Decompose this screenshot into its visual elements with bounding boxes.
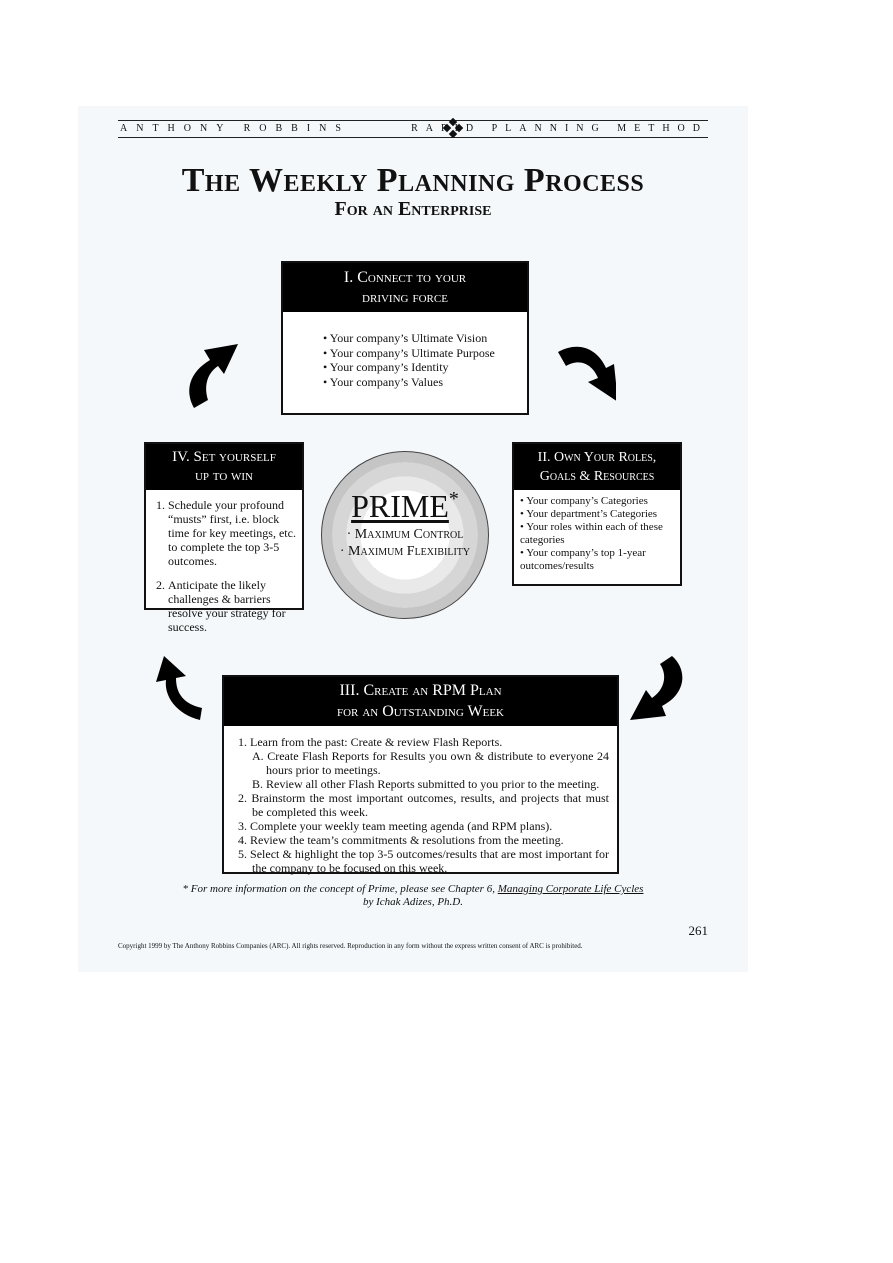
footnote-prefix: * For more information on the concept of Prime, please see Chapter 6, xyxy=(182,883,495,895)
step-2-list xyxy=(514,490,680,573)
step-4-heading-line1: IV. Set yourself xyxy=(172,449,276,465)
list-item: 2. Brainstorm the most important outcomes, results, and projects that must be completed this week. xyxy=(238,791,609,819)
step-3-heading xyxy=(224,677,617,726)
curved-arrow-down-right-icon xyxy=(556,334,616,404)
list-item: 4. Review the team’s commitments & resolutions from the meeting. xyxy=(238,833,564,847)
prime-circle xyxy=(321,451,489,619)
list-item: 3. Complete your weekly team meeting agenda (and RPM plans). xyxy=(238,819,553,833)
page-title: The Weekly Planning Process xyxy=(181,162,645,199)
page-number: 261 xyxy=(688,923,708,938)
step-3-heading-line2: for an Outstanding Week xyxy=(336,703,505,720)
curved-arrow-up-right-icon xyxy=(182,340,242,410)
step-4-list xyxy=(146,490,302,634)
list-item: • Your company’s Values xyxy=(323,374,443,389)
prime-point-1: · Maximum Control xyxy=(346,527,464,542)
list-item: 1. Learn from the past: Create & review Flash Reports. xyxy=(238,735,503,749)
step-2-box xyxy=(512,442,682,586)
curved-arrow-up-left-icon xyxy=(144,654,204,724)
step-4-box xyxy=(144,442,304,634)
prime-label: PRIME xyxy=(351,488,449,524)
footnote-author: by Ichak Adizes, Ph.D. xyxy=(363,896,463,908)
prime-point-2: · Maximum Flexibility xyxy=(339,544,471,559)
step-4-heading xyxy=(146,444,302,490)
list-item: • Your company’s Ultimate Purpose xyxy=(323,345,495,360)
step-4-heading-line2: up to win xyxy=(194,468,253,484)
footnote-book-title: Managing Corporate Life Cycles xyxy=(497,883,644,895)
list-item: • Your roles within each of these categories xyxy=(520,521,663,546)
prime-word xyxy=(322,488,488,525)
curved-arrow-down-left-icon xyxy=(628,654,688,724)
step-1-heading-line1: I. Connect to your xyxy=(343,269,467,286)
step-1-heading-line2: driving force xyxy=(362,289,448,306)
list-item: • Your company’s Ultimate Vision xyxy=(323,331,488,345)
list-item: 2. Anticipate the likely challenges & barriers resolve your strategy for success. xyxy=(168,578,296,634)
list-item: B. Review all other Flash Reports submitted to you prior to the meeting. xyxy=(252,777,600,791)
step-1-heading xyxy=(283,263,527,312)
list-item: 5. Select & highlight the top 3-5 outcomes/results that are most important for the company to be focused on this week. xyxy=(238,847,609,875)
list-item: • Your company’s top 1-year outcomes/results xyxy=(520,547,646,572)
list-item: • Your company’s Identity xyxy=(323,360,449,374)
step-1-box xyxy=(281,261,529,415)
footnote xyxy=(78,883,748,909)
running-header xyxy=(118,120,708,138)
copyright-notice: Copyright 1999 by The Anthony Robbins Companies (ARC). All rights reserved. Reproduction in any form without the express written consent of ARC is prohibited. xyxy=(118,942,583,950)
list-item: • Your company’s Categories xyxy=(520,495,648,507)
list-item: 1. Schedule your profound “musts” first, i.e. block time for key meetings, etc. to complete the top 3-5 outcomes. xyxy=(168,498,296,568)
step-2-heading-line2: Goals & Resources xyxy=(539,469,655,484)
step-1-list xyxy=(283,312,527,389)
header-right-text: RAPID PLANNING METHOD xyxy=(411,123,708,134)
step-2-heading-line1: II. Own Your Roles, xyxy=(537,450,657,465)
step-3-heading-line1: III. Create an RPM Plan xyxy=(339,682,502,699)
step-3-list xyxy=(224,726,617,875)
prime-asterisk: * xyxy=(448,488,459,510)
header-left-text: ANTHONY ROBBINS xyxy=(120,123,350,134)
document-page xyxy=(78,106,748,972)
list-item: A. Create Flash Reports for Results you own & distribute to everyone 24 hours prior to meetings. xyxy=(252,749,609,777)
page-subtitle: For an Enterprise xyxy=(334,198,492,220)
list-item: • Your department’s Categories xyxy=(520,508,658,520)
step-3-box xyxy=(222,675,619,874)
step-2-heading xyxy=(514,444,680,490)
